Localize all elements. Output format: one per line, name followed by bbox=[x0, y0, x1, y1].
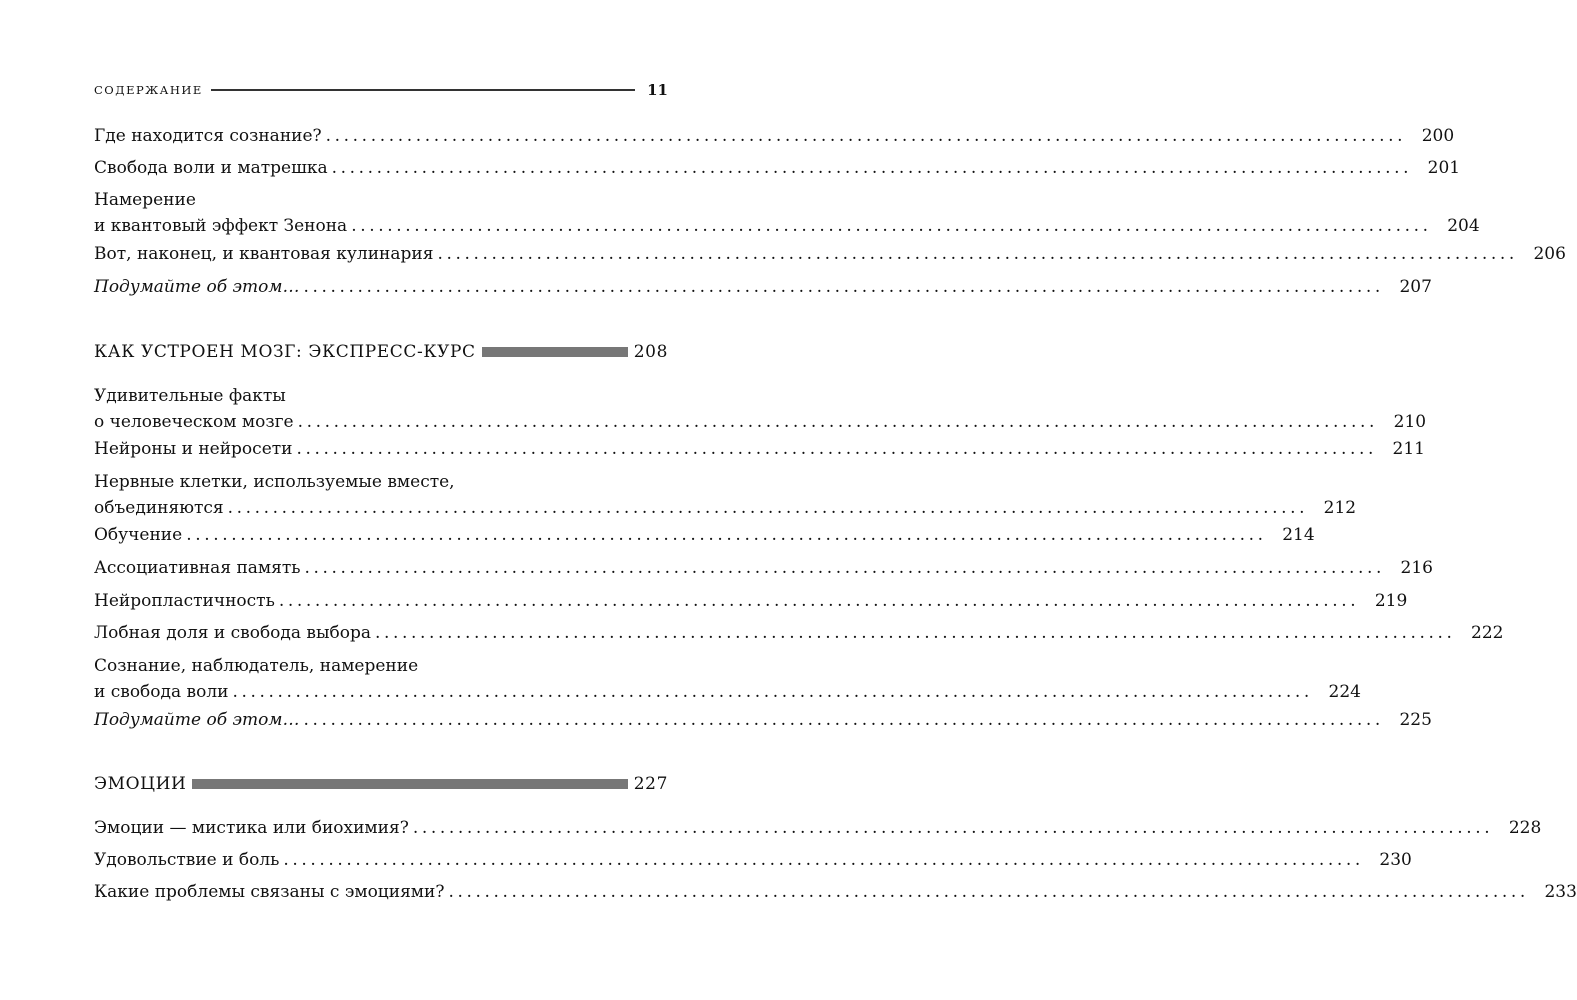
toc-entry-line: Удивительные факты bbox=[94, 386, 286, 406]
toc-entry-page: 204 bbox=[1447, 216, 1480, 236]
toc-entry[interactable] bbox=[94, 555, 1433, 581]
toc-entry-page: 200 bbox=[1421, 126, 1455, 146]
toc-entry-title: Где находится сознание? bbox=[94, 126, 322, 146]
toc-entry[interactable] bbox=[94, 383, 1427, 435]
section-page: 208 bbox=[633, 342, 668, 362]
toc-entry-line: Сознание, наблюдатель, намерение bbox=[94, 656, 419, 676]
section-heading[interactable] bbox=[94, 339, 668, 365]
toc-entry[interactable] bbox=[94, 522, 1315, 548]
toc-entry-page: 228 bbox=[1508, 818, 1542, 838]
toc-entry-page: 201 bbox=[1427, 158, 1461, 178]
toc-entry-title: и квантовый эффект Зенона bbox=[94, 216, 348, 236]
toc-entry[interactable] bbox=[94, 815, 1542, 841]
toc-entry[interactable] bbox=[94, 707, 1432, 733]
toc-entry-page: 210 bbox=[1393, 412, 1427, 432]
leader-dots: ........................................................................................................................ bbox=[437, 244, 1518, 264]
leader-dots: ........................................................................................................................ bbox=[375, 623, 1456, 643]
toc-entry-title: Нейропластичность bbox=[94, 591, 275, 611]
toc-entry-title: Эмоции — мистика или биохимия? bbox=[94, 818, 409, 838]
leader-dots: ........................................................................................................................ bbox=[283, 850, 1364, 870]
toc-entry-page: 225 bbox=[1399, 710, 1432, 730]
toc-entry-line: Намерение bbox=[94, 190, 196, 210]
toc-entry-title: Обучение bbox=[94, 525, 183, 545]
toc-entry-page: 222 bbox=[1471, 623, 1504, 643]
toc-entry[interactable] bbox=[94, 653, 1361, 705]
toc-entry-page: 216 bbox=[1400, 558, 1433, 578]
toc-entry-page: 224 bbox=[1328, 682, 1361, 702]
running-header bbox=[94, 80, 668, 100]
leader-dots: ........................................................................................................................ bbox=[227, 498, 1309, 518]
toc-entry-title: о человеческом мозге bbox=[94, 412, 294, 432]
toc-entry-title: Подумайте об этом… bbox=[94, 710, 300, 730]
leader-dots: ........................................................................................................................ bbox=[278, 591, 1360, 611]
toc-entry-title: Удовольствие и боль bbox=[94, 850, 280, 870]
leader-dots: ........................................................................................................................ bbox=[325, 126, 1407, 146]
leader-dots: ........................................................................................................................ bbox=[297, 412, 1379, 432]
toc-entry[interactable] bbox=[94, 620, 1504, 646]
toc-entry-title: Лобная доля и свобода выбора bbox=[94, 623, 372, 643]
toc-entry-page: 230 bbox=[1379, 850, 1412, 870]
section-bar bbox=[482, 347, 628, 357]
leader-dots: ........................................................................................................................ bbox=[296, 439, 1377, 459]
toc-entry[interactable] bbox=[94, 436, 1425, 462]
toc-entry-title: Какие проблемы связаны с эмоциями? bbox=[94, 882, 445, 902]
toc-entry-title: объединяются bbox=[94, 498, 224, 518]
leader-dots: ........................................................................................................................ bbox=[304, 558, 1385, 578]
leader-dots: ........................................................................................................................ bbox=[232, 682, 1313, 702]
toc-entry[interactable] bbox=[94, 187, 1480, 239]
toc-entry-page: 214 bbox=[1282, 525, 1315, 545]
toc-entry[interactable] bbox=[94, 241, 1566, 267]
leader-dots: ........................................................................................................................ bbox=[448, 882, 1529, 902]
toc-entry[interactable] bbox=[94, 123, 1455, 149]
toc-entry[interactable] bbox=[94, 588, 1408, 614]
section-bar bbox=[192, 779, 627, 789]
toc-entry-title: Нейроны и нейросети bbox=[94, 439, 293, 459]
section-page: 227 bbox=[633, 774, 668, 794]
leader-dots: ........................................................................................................................ bbox=[351, 216, 1432, 236]
leader-dots: ........................................................................................................................ bbox=[331, 158, 1413, 178]
header-rule bbox=[211, 89, 635, 91]
leader-dots: ........................................................................................................................ bbox=[186, 525, 1267, 545]
toc-entry-page: 211 bbox=[1392, 439, 1425, 459]
header-title: СОДЕРЖАНИЕ bbox=[94, 83, 203, 97]
toc-entry-page: 233 bbox=[1544, 882, 1577, 902]
header-page-number: 11 bbox=[647, 81, 668, 99]
leader-dots: ........................................................................................................................ bbox=[412, 818, 1494, 838]
toc-entry-title: Вот, наконец, и квантовая кулинария bbox=[94, 244, 434, 264]
toc-entry-title: и свобода воли bbox=[94, 682, 229, 702]
section-title: ЭМОЦИИ bbox=[94, 774, 187, 794]
toc-entry[interactable] bbox=[94, 469, 1357, 521]
toc-entry-page: 207 bbox=[1399, 277, 1432, 297]
toc-entry[interactable] bbox=[94, 155, 1461, 181]
leader-dots: ........................................................................................................................ bbox=[303, 277, 1384, 297]
toc-entry-page: 206 bbox=[1533, 244, 1566, 264]
toc-entry[interactable] bbox=[94, 847, 1412, 873]
section-heading[interactable] bbox=[94, 771, 668, 797]
toc-entry-line: Нервные клетки, используемые вместе, bbox=[94, 472, 455, 492]
toc-entry-page: 219 bbox=[1374, 591, 1408, 611]
toc-entry-title: Ассоциативная память bbox=[94, 558, 301, 578]
toc-entry-page: 212 bbox=[1323, 498, 1357, 518]
toc-entry[interactable] bbox=[94, 274, 1432, 300]
section-title: КАК УСТРОЕН МОЗГ: ЭКСПРЕСС-КУРС bbox=[94, 342, 476, 362]
toc-entry-title: Подумайте об этом… bbox=[94, 277, 300, 297]
toc-entry[interactable] bbox=[94, 879, 1577, 905]
leader-dots: ........................................................................................................................ bbox=[303, 710, 1384, 730]
toc-entry-title: Свобода воли и матрешка bbox=[94, 158, 328, 178]
